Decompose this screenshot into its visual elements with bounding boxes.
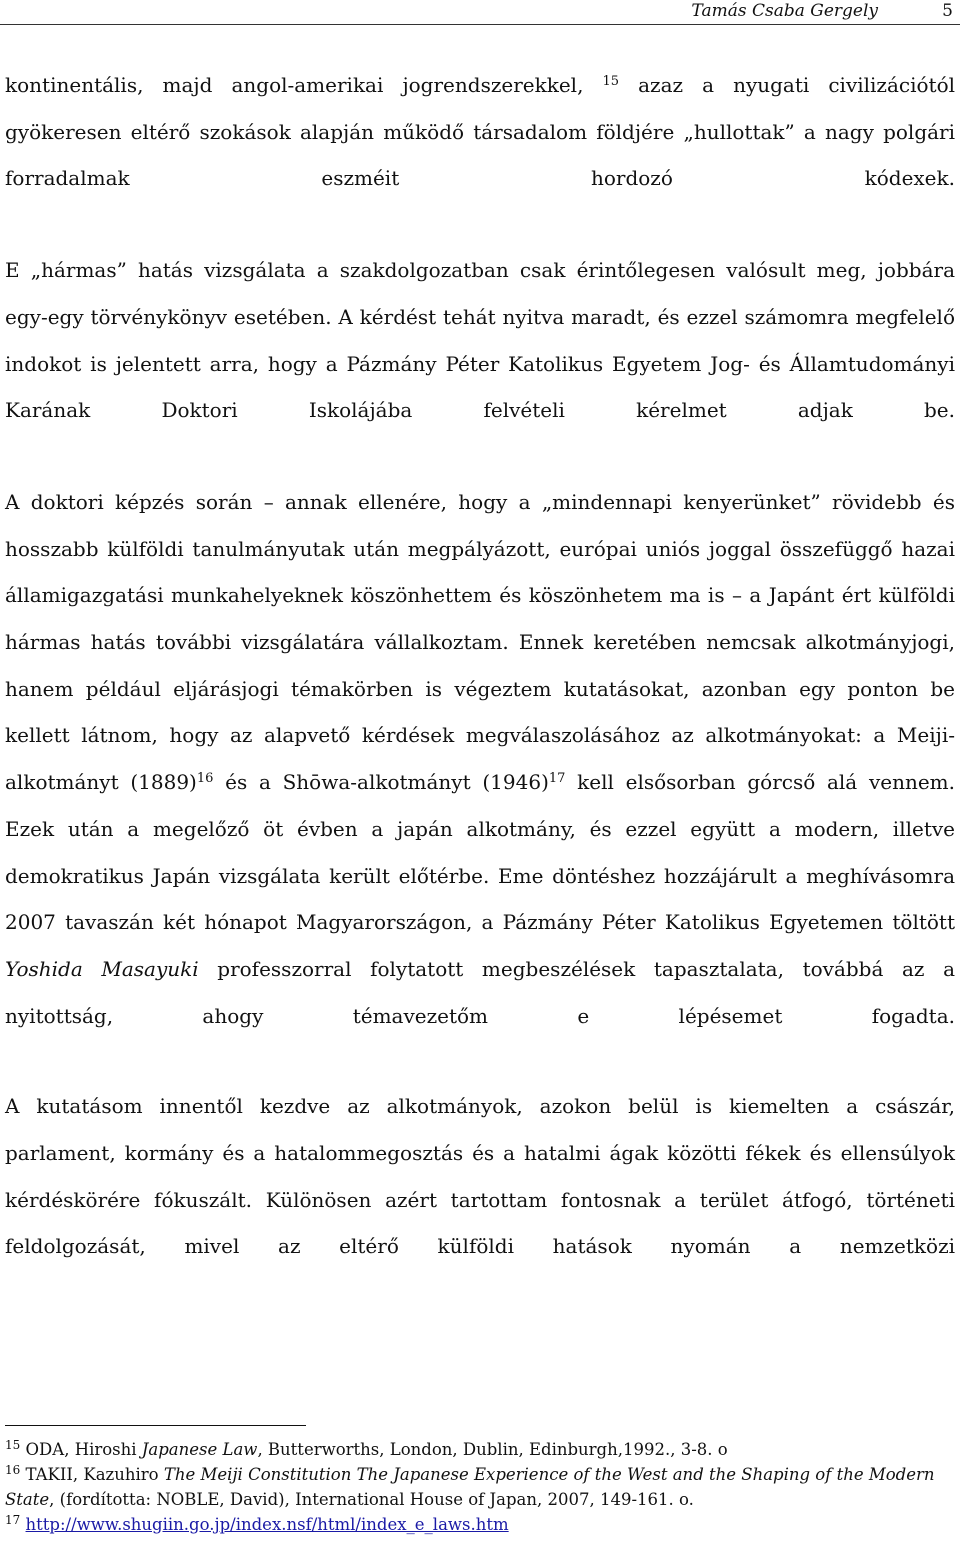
footnote-15-number: 15	[5, 1438, 21, 1452]
footnote-15-text-a: ODA, Hiroshi	[20, 1440, 142, 1459]
running-header	[0, 0, 960, 25]
professor-name: Yoshida Masayuki	[5, 956, 199, 981]
footnotes	[5, 1437, 955, 1537]
footnote-16-number: 16	[5, 1463, 21, 1477]
body-text	[5, 62, 955, 1270]
header-author: Tamás Csaba Gergely	[691, 1, 878, 21]
footnote-ref-16[interactable]: 16	[196, 771, 214, 787]
footnote-17-link[interactable]: http://www.shugiin.go.jp/index.nsf/html/index_e_laws.htm	[25, 1515, 509, 1534]
footnote-ref-15[interactable]: 15	[602, 74, 620, 89]
footnote-17	[5, 1512, 955, 1537]
p3-text-c: kell elsősorban górcső alá vennem. Ezek után a megelőző öt évben a japán alkotmány, és ezzel együtt a modern, illetve demokratikus Japán vizsgálata került előtérbe. Eme döntéshez hozzájárult a meghívásomra 2007 tavaszán két hónapot Magyarországon, a Pázmány Péter Katolikus Egyetemen töltött	[5, 770, 955, 935]
footnote-15-text-b: , Butterworths, London, Dublin, Edinburgh,1992., 3-8. o	[257, 1440, 728, 1459]
p3-text-a: A doktori képzés során – annak ellenére, hogy a „mindennapi kenyerünket” rövidebb és hosszabb külföldi tanulmányutak után megpályázott, európai uniós joggal összefüggő hazai államigazgatási munkahelyeknek köszönhettem és köszönhetem ma is – a Japánt ért külföldi hármas hatás további vizsgálatára vállalkoztam. Ennek keretében nemcsak alkotmányjogi, hanem például eljárásjogi témakörben is végeztem kutatásokat, azonban egy ponton be kellett látnom, hogy az alapvető kérdések megválaszolásához az alkotmányokat: a Meiji-alkotmányt (1889)	[5, 489, 955, 795]
footnote-16	[5, 1462, 955, 1512]
footnote-15-title: Japanese Law	[141, 1440, 258, 1459]
footnote-16-title: The Meiji Constitution The Japanese Experience of the West and the Shaping of the Modern State	[5, 1465, 935, 1509]
p3-text-d: professzorral folytatott megbeszélések tapasztalata, továbbá az a nyitottság, ahogy témavezetőm e lépésemet fogadta.	[5, 956, 955, 1028]
paragraph-1	[5, 62, 955, 202]
p1-text-b: azaz a nyugati civilizációtól gyökeresen eltérő szokások alapján működő társadalom földjére „hullottak” a nagy polgári forradalmak eszméit hordozó kódexek.	[5, 73, 956, 191]
p1-text-a: kontinentális, majd angol-amerikai jogrendszerekkel,	[5, 73, 584, 97]
footnote-16-text-b: , (fordította: NOBLE, David), International House of Japan, 2007, 149-161. o.	[49, 1490, 694, 1509]
paragraph-4	[5, 1083, 955, 1270]
footnote-17-number: 17	[5, 1513, 21, 1527]
footnote-divider	[5, 1425, 306, 1426]
p4-text: A kutatásom innentől kezdve az alkotmányok, azokon belül is kiemelten a császár, parlament, kormány és a hatalommegosztás és a hatalmi ágak közötti fékek és ellensúlyok kérdéskörére fókuszált. Különösen azért tartottam fontosnak a terület átfogó, történeti feldolgozását, mivel az eltérő külföldi hatások nyomán a nemzetközi	[5, 1094, 955, 1259]
paragraph-2	[5, 247, 955, 434]
p3-text-b: és a Shōwa-alkotmányt (1946)	[213, 770, 549, 795]
footnote-15	[5, 1437, 955, 1462]
page-number: 5	[942, 1, 953, 21]
p2-text: E „hármas” hatás vizsgálata a szakdolgozatban csak érintőlegesen valósult meg, jobbára egy-egy törvénykönyv esetében. A kérdést tehát nyitva maradt, és ezzel számomra megfelelő indokot is jelentett arra, hogy a Pázmány Péter Katolikus Egyetem Jog- és Államtudományi Karának Doktori Iskolájába felvételi kérelmet adjak be.	[5, 258, 955, 423]
footnote-16-text-a: TAKII, Kazuhiro	[20, 1465, 164, 1484]
paragraph-3	[5, 479, 955, 1039]
footnote-ref-17[interactable]: 17	[548, 771, 566, 787]
